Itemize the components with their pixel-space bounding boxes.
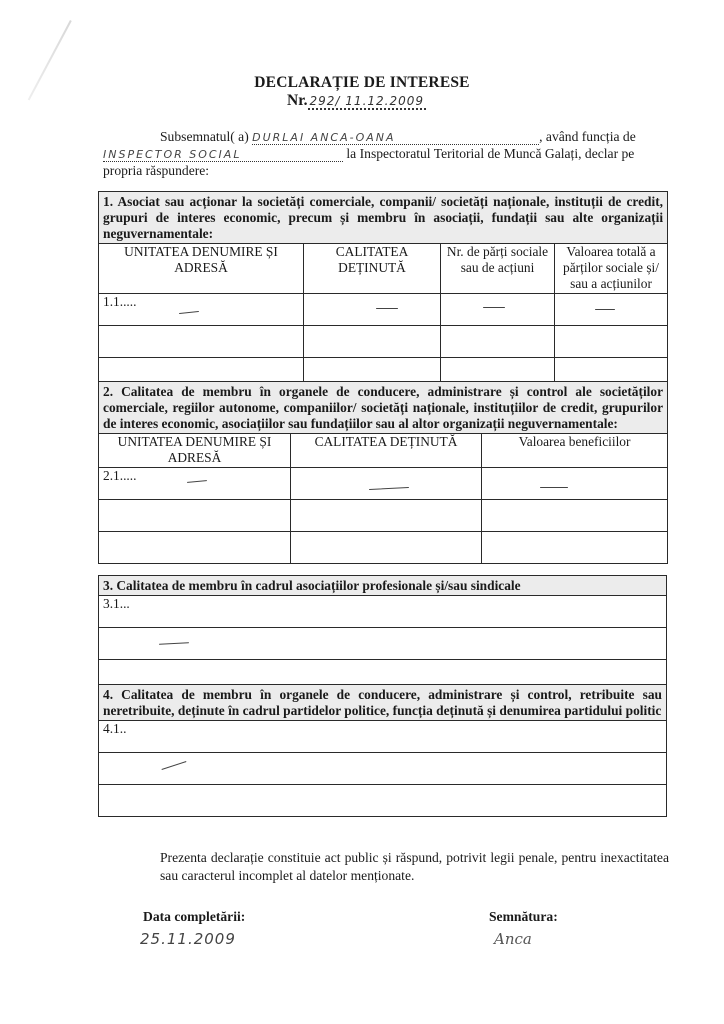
handwritten-dash: [595, 309, 615, 310]
section4-heading: 4. Calitatea de membru în organele de conducere, administrare și control, retribuite sau neretribuite, deținute în cadrul partidelor politice, funcția deținută și denumirea partidului politic: [99, 685, 667, 721]
signature-label: Semnătura:: [489, 909, 558, 924]
s2-col-valoarea: Valoarea beneficiilor: [482, 434, 668, 468]
handwritten-dash: [376, 308, 398, 309]
handwritten-dash: [179, 311, 199, 314]
s1-r2-c1[interactable]: [99, 326, 304, 358]
statement-text: Prezenta declarație constituie act public și răspund, potrivit legii penale, pentru inexactitatea sau caracterul incomplet al datelor menționate.: [160, 850, 669, 883]
intro-line-2: [103, 145, 669, 162]
s2-r2-c1[interactable]: [99, 500, 291, 532]
s1-r2-c4[interactable]: [555, 326, 668, 358]
signature[interactable]: Anca: [494, 930, 532, 948]
document-title: DECLARAȚIE DE INTERESE: [254, 74, 470, 91]
s1-col-nr-parti: Nr. de părți sociale sau de acțiuni: [441, 244, 555, 294]
table-row: [99, 628, 667, 660]
function-field[interactable]: INSPECTOR SOCIAL: [103, 149, 343, 162]
s1-r1-c4[interactable]: [555, 294, 668, 326]
subject-label: Subsemnatul( a): [160, 129, 249, 144]
s2-r3-c3[interactable]: [482, 532, 668, 564]
table-row: [99, 326, 668, 358]
s1-r2-c3[interactable]: [441, 326, 555, 358]
handwritten-dash: [159, 642, 189, 645]
subject-name-field[interactable]: DURLAI ANCA-OANA: [252, 132, 539, 145]
number-value: 292/ 11.12.2009: [309, 94, 424, 108]
table-row: [99, 468, 668, 500]
s3-r2[interactable]: [99, 628, 667, 660]
s2-r1-c2[interactable]: [291, 468, 482, 500]
row-label: 4.1..: [103, 721, 127, 736]
handwritten-dash: [161, 761, 186, 770]
s1-col-unitatea: UNITATEA DENUMIRE ȘI ADRESĂ: [99, 244, 304, 294]
table-row: [99, 785, 667, 817]
s2-col-calitatea: CALITATEA DEȚINUTĂ: [291, 434, 482, 468]
section2-heading: 2. Calitatea de membru în organele de conducere, administrare și control ale societăților comerciale, regiilor autonome, companiilor/ societăți naționale, instituțiilor de credit, grupurilor de interes economic, asociațiilor sau fundațiilor sau al altor organizații neguvernamentale:: [99, 382, 668, 434]
table-row: [99, 532, 668, 564]
row-label: 1.1.....: [103, 294, 137, 309]
s1-r2-c2[interactable]: [304, 326, 441, 358]
number-label: Nr.: [287, 92, 308, 109]
handwritten-dash: [187, 480, 207, 483]
table-row: [99, 721, 667, 753]
handwritten-dash: [540, 487, 568, 488]
section3-table: [98, 575, 667, 692]
s2-r1-c3[interactable]: [482, 468, 668, 500]
s2-r2-c2[interactable]: [291, 500, 482, 532]
s2-col-unitatea: UNITATEA DENUMIRE ȘI ADRESĂ: [99, 434, 291, 468]
section3-heading: 3. Calitatea de membru în cadrul asociațiilor profesionale și/sau sindicale: [99, 576, 667, 596]
s3-r1[interactable]: [99, 596, 667, 628]
s1-col-valoarea: Valoarea totală a părților sociale și/ sau a acțiunilor: [555, 244, 668, 294]
section1-table: [98, 191, 668, 390]
s1-col-calitatea: CALITATEA DEȚINUTĂ: [304, 244, 441, 294]
row-label: 3.1...: [103, 596, 130, 611]
s2-r3-c1[interactable]: [99, 532, 291, 564]
section4-table: [98, 684, 667, 817]
function-suffix: , având funcția de: [539, 129, 636, 144]
section1-heading: 1. Asociat sau acționar la societăți comerciale, companii/ societăți naționale, instituții de credit, grupuri de interes economic, precum și membru în asociații, fundații sau alte organizații neguvernamentale:: [99, 192, 668, 244]
row-label: 2.1.....: [103, 468, 137, 483]
table-row: [99, 753, 667, 785]
s2-r1-c1[interactable]: [99, 468, 291, 500]
s1-r1-c3[interactable]: [441, 294, 555, 326]
handwritten-dash: [483, 307, 505, 308]
intro-paragraph: [103, 128, 669, 179]
intro-line-1: [103, 128, 669, 145]
table-row: [99, 596, 667, 628]
date-label: Data completării:: [143, 909, 246, 924]
section2-table: [98, 381, 668, 564]
s4-r1[interactable]: [99, 721, 667, 753]
s2-r3-c2[interactable]: [291, 532, 482, 564]
s1-r1-c2[interactable]: [304, 294, 441, 326]
institution-text: la Inspectoratul Teritorial de Muncă Galați, declar pe: [346, 146, 635, 161]
handwritten-dash: [369, 487, 409, 490]
table-row: [99, 294, 668, 326]
intro-line-3: propria răspundere:: [103, 163, 210, 178]
date-value[interactable]: 25.11.2009: [140, 930, 236, 948]
s1-r1-c1[interactable]: [99, 294, 304, 326]
closing-statement: [103, 849, 669, 885]
table-row: [99, 500, 668, 532]
s2-r2-c3[interactable]: [482, 500, 668, 532]
s4-r2[interactable]: [99, 753, 667, 785]
s4-r3[interactable]: [99, 785, 667, 817]
document-number: [287, 92, 426, 110]
